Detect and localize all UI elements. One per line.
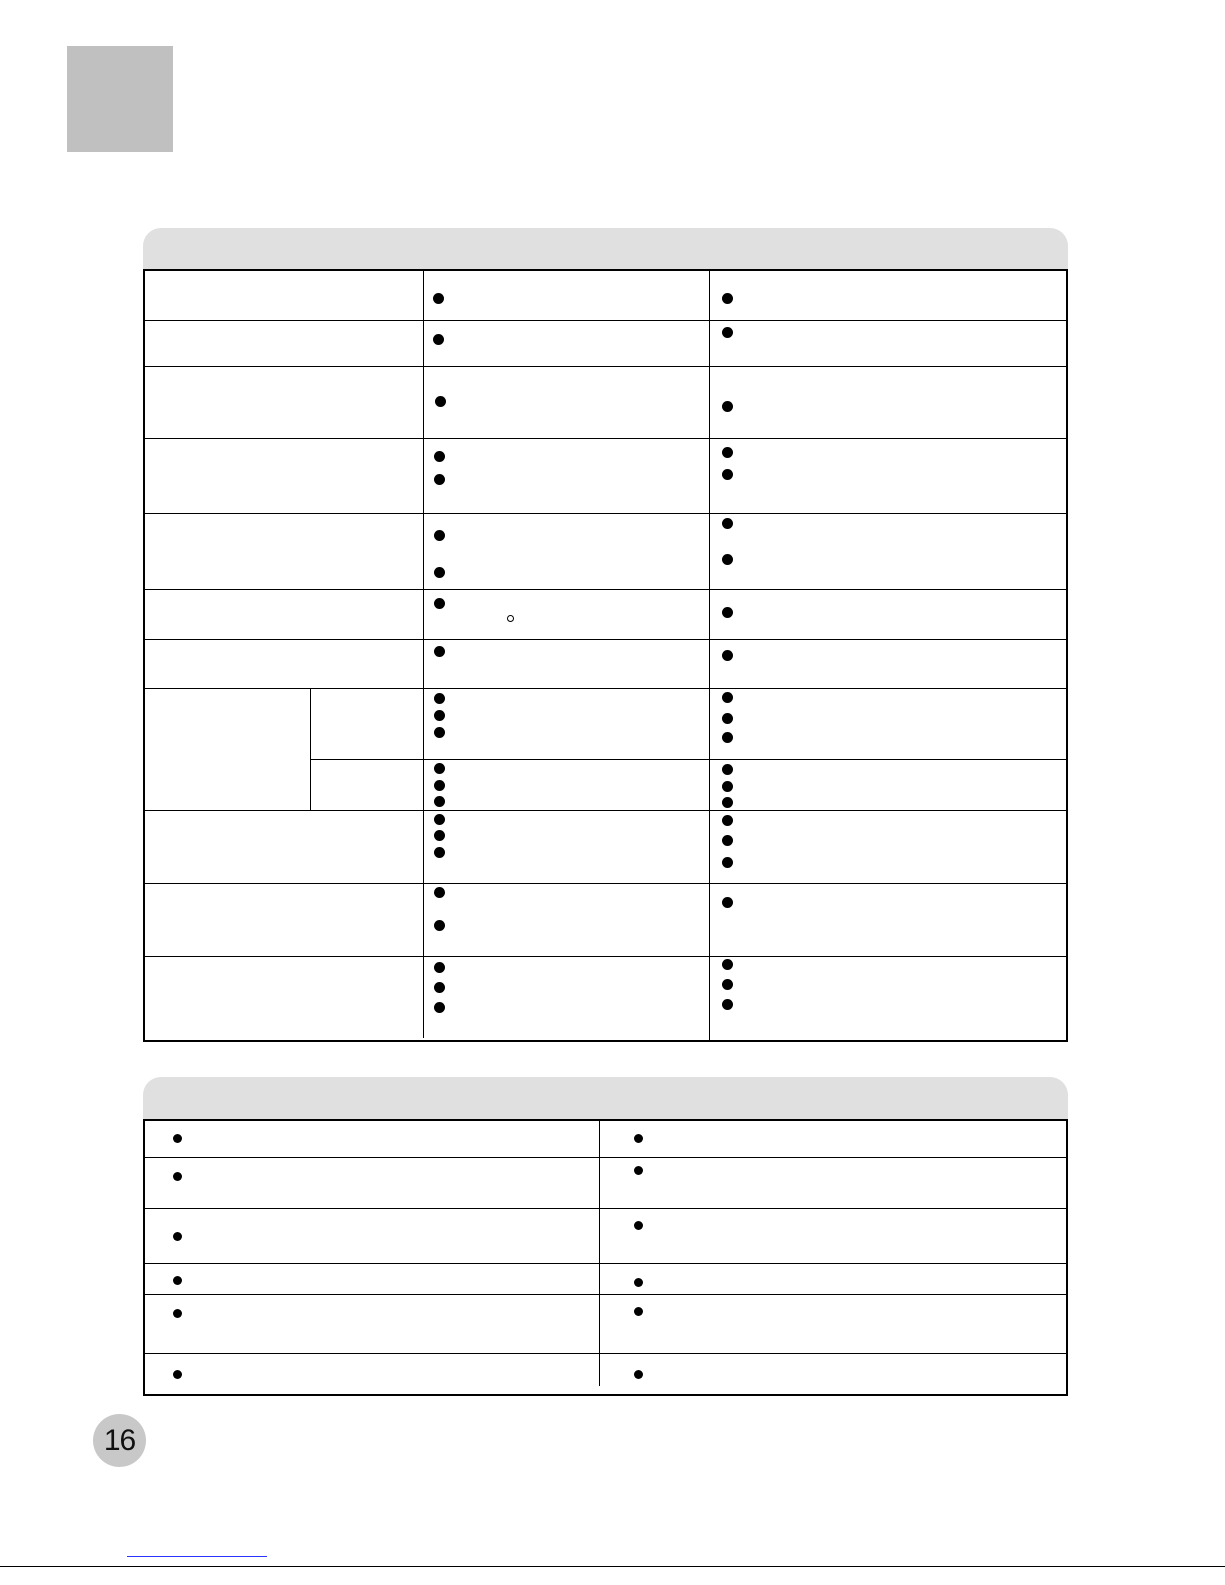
section-corner-box bbox=[67, 46, 173, 152]
bullet-dot-icon bbox=[434, 847, 445, 858]
bullet-dot-icon bbox=[173, 1172, 182, 1181]
row-divider bbox=[143, 688, 1068, 689]
table-left-border bbox=[143, 1119, 145, 1396]
row-divider bbox=[143, 1208, 1068, 1209]
bullet-dot-icon bbox=[434, 814, 445, 825]
bullet-dot-icon bbox=[722, 518, 733, 529]
bullet-dot-icon bbox=[722, 857, 733, 868]
row-divider bbox=[143, 513, 1068, 514]
bullet-dot-icon bbox=[434, 727, 445, 738]
footer-link-underline[interactable] bbox=[127, 1556, 267, 1557]
table-right-border bbox=[1066, 269, 1068, 1042]
bullet-dot-icon bbox=[722, 293, 733, 304]
degree-ring-icon bbox=[507, 615, 514, 622]
bullet-dot-icon bbox=[722, 815, 733, 826]
bullet-dot-icon bbox=[434, 920, 445, 931]
table-header-bar bbox=[143, 1077, 1068, 1119]
row-divider bbox=[143, 320, 1068, 321]
bullet-dot-icon bbox=[434, 1002, 445, 1013]
bullet-dot-icon bbox=[434, 451, 445, 462]
table-right-border bbox=[1066, 1119, 1068, 1396]
bullet-dot-icon bbox=[722, 327, 733, 338]
bullet-dot-icon bbox=[722, 797, 733, 808]
bullet-dot-icon bbox=[634, 1278, 643, 1287]
bullet-dot-icon bbox=[722, 732, 733, 743]
bullet-dot-icon bbox=[722, 835, 733, 846]
bullet-dot-icon bbox=[173, 1309, 182, 1318]
bullet-dot-icon bbox=[433, 334, 444, 345]
bullet-dot-icon bbox=[722, 607, 733, 618]
row-divider bbox=[143, 1294, 1068, 1295]
bullet-dot-icon bbox=[722, 469, 733, 480]
row-divider bbox=[143, 589, 1068, 590]
bullet-dot-icon bbox=[722, 979, 733, 990]
bullet-dot-icon bbox=[722, 447, 733, 458]
bullet-dot-icon bbox=[434, 962, 445, 973]
bullet-dot-icon bbox=[722, 650, 733, 661]
page-number: 16 bbox=[103, 1423, 136, 1457]
column-divider bbox=[599, 1119, 600, 1386]
bullet-dot-icon bbox=[722, 401, 733, 412]
table-left-border bbox=[143, 269, 145, 1042]
bullet-dot-icon bbox=[433, 293, 444, 304]
row-divider bbox=[143, 956, 1068, 957]
column-divider bbox=[423, 269, 424, 1038]
bullet-dot-icon bbox=[435, 396, 446, 407]
bullet-dot-icon bbox=[434, 567, 445, 578]
table-header-bar bbox=[143, 228, 1068, 270]
bullet-dot-icon bbox=[434, 598, 445, 609]
bullet-dot-icon bbox=[434, 474, 445, 485]
row-divider bbox=[143, 1263, 1068, 1264]
page-number-badge bbox=[93, 1414, 146, 1467]
bullet-dot-icon bbox=[722, 781, 733, 792]
bullet-dot-icon bbox=[722, 554, 733, 565]
bullet-dot-icon bbox=[434, 693, 445, 704]
bullet-dot-icon bbox=[434, 830, 445, 841]
bullet-dot-icon bbox=[173, 1370, 182, 1379]
bullet-dot-icon bbox=[434, 887, 445, 898]
subcolumn-divider bbox=[310, 688, 311, 810]
row-divider bbox=[143, 810, 1068, 811]
bullet-dot-icon bbox=[722, 897, 733, 908]
row-divider bbox=[143, 639, 1068, 640]
bullet-dot-icon bbox=[722, 692, 733, 703]
column-divider bbox=[709, 269, 710, 1042]
bullet-dot-icon bbox=[434, 780, 445, 791]
footer-rule bbox=[0, 1566, 1225, 1567]
table-top-border bbox=[143, 269, 1068, 271]
row-divider bbox=[143, 366, 1068, 367]
bullet-dot-icon bbox=[722, 764, 733, 775]
bullet-dot-icon bbox=[634, 1221, 643, 1230]
row-divider bbox=[143, 883, 1068, 884]
bullet-dot-icon bbox=[434, 646, 445, 657]
bullet-dot-icon bbox=[173, 1232, 182, 1241]
bullet-dot-icon bbox=[634, 1370, 643, 1379]
row-divider bbox=[143, 1157, 1068, 1158]
bullet-dot-icon bbox=[722, 999, 733, 1010]
bullet-dot-icon bbox=[634, 1166, 643, 1175]
bullet-dot-icon bbox=[722, 713, 733, 724]
table-bottom-border bbox=[143, 1040, 1068, 1042]
bullet-dot-icon bbox=[634, 1134, 643, 1143]
bullet-dot-icon bbox=[434, 763, 445, 774]
bullet-dot-icon bbox=[722, 959, 733, 970]
table-bottom-border bbox=[143, 1394, 1068, 1396]
bullet-dot-icon bbox=[434, 796, 445, 807]
row-divider bbox=[143, 1353, 1068, 1354]
bullet-dot-icon bbox=[173, 1134, 182, 1143]
bullet-dot-icon bbox=[434, 530, 445, 541]
row-divider bbox=[143, 438, 1068, 439]
bullet-dot-icon bbox=[173, 1276, 182, 1285]
bullet-dot-icon bbox=[434, 710, 445, 721]
bullet-dot-icon bbox=[634, 1307, 643, 1316]
table-top-border bbox=[143, 1119, 1068, 1121]
bullet-dot-icon bbox=[434, 982, 445, 993]
